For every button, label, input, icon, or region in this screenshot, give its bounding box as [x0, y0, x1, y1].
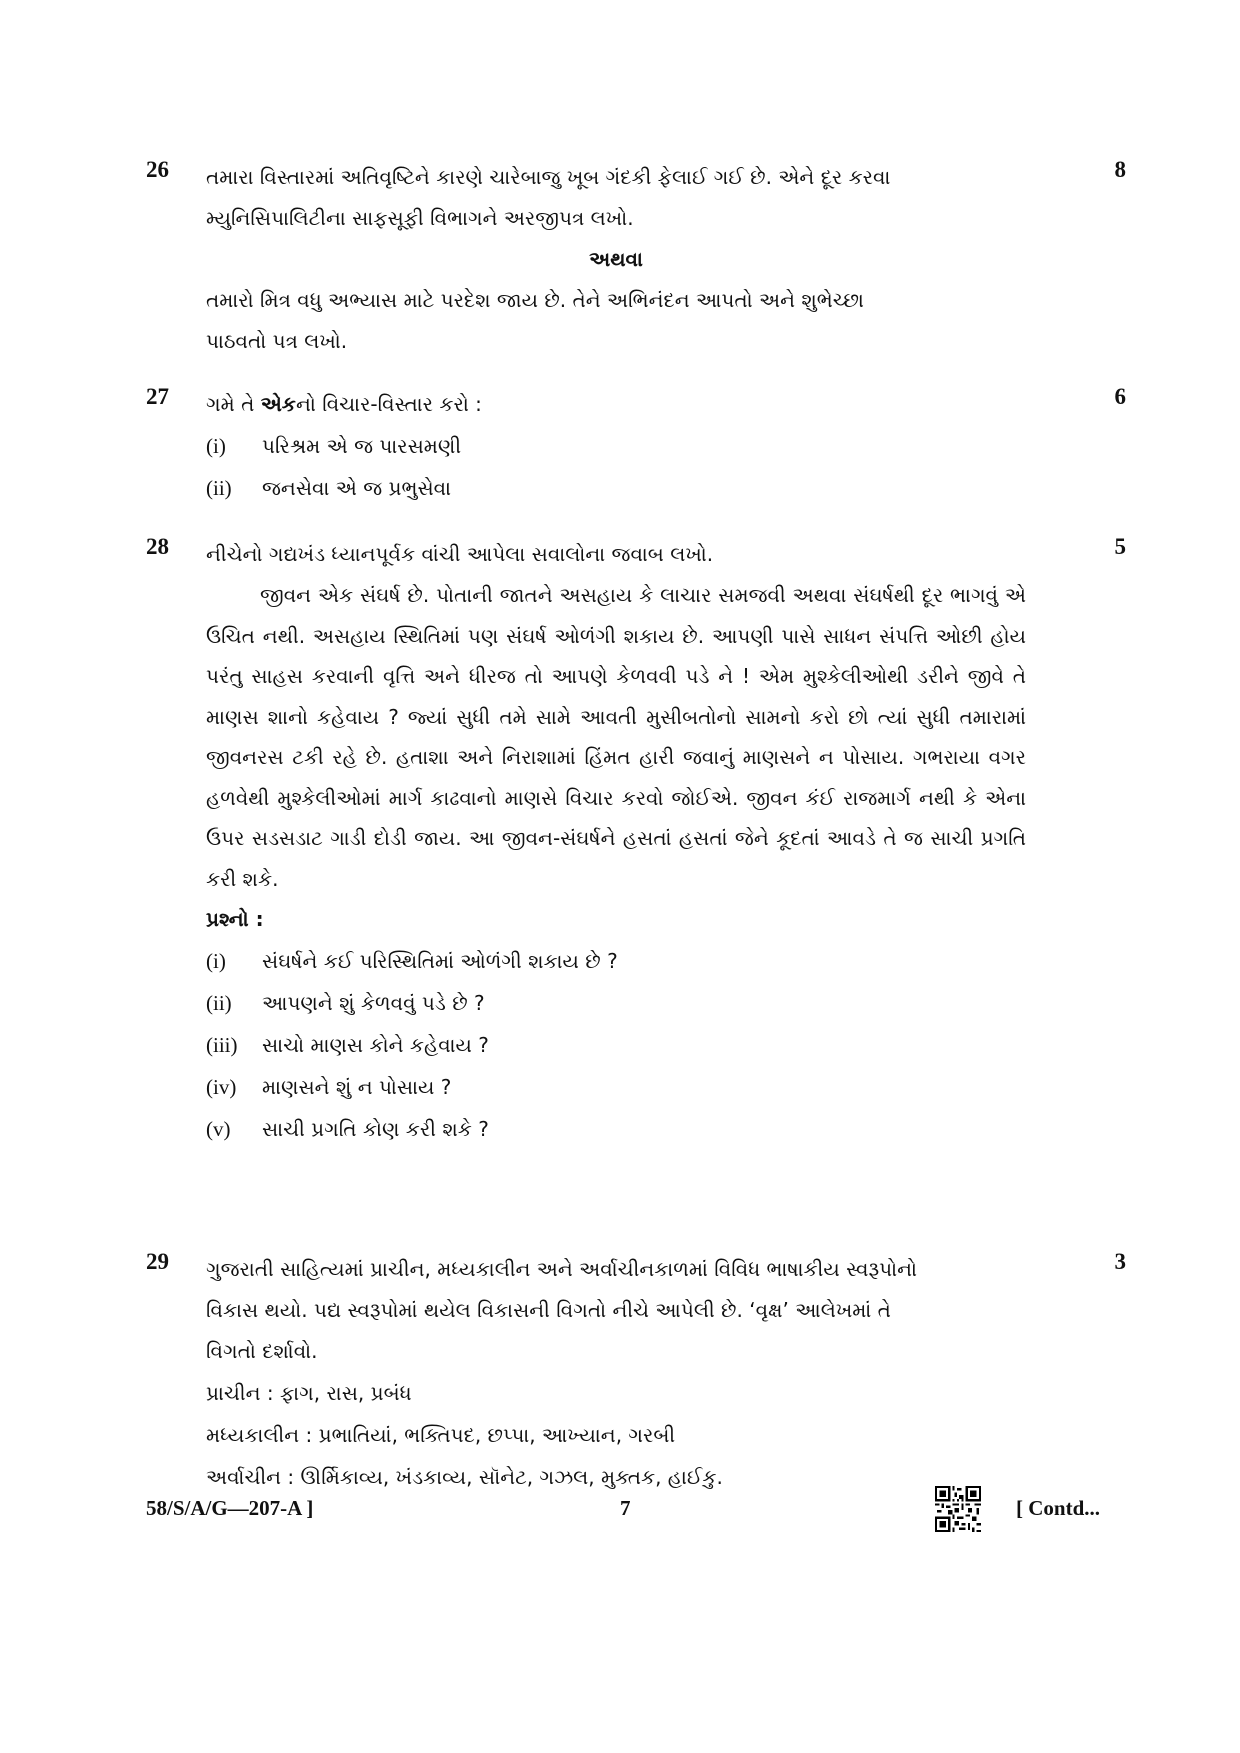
page-number: 7 — [620, 1496, 631, 1520]
alternative-text-line: પાઠવતો પત્ર લખો. — [206, 329, 348, 353]
option-text: પરિશ્રમ એ જ પારસમણી — [262, 434, 462, 458]
question-marks: 8 — [1114, 157, 1126, 182]
qr-code-icon — [935, 1486, 981, 1532]
question-text-emphasis: એક — [260, 392, 296, 416]
sub-question-label: (i) — [206, 949, 226, 973]
question-29 — [146, 1249, 1126, 1498]
sub-question-text: સંઘર્ષને કઈ પરિસ્થિતિમાં ઓળંગી શકાય છે ? — [262, 949, 618, 973]
period-item: મધ્યકાલીન : પ્રભાતિયાં, ભક્તિપદ, છપ્પા, આખ્યાન, ગરબી — [206, 1423, 676, 1447]
question-28 — [146, 534, 1126, 1150]
option-item — [206, 425, 1026, 467]
option-text: જનસેવા એ જ પ્રભુસેવા — [262, 476, 452, 500]
question-marks: 6 — [1114, 384, 1126, 409]
question-marks: 3 — [1114, 1249, 1126, 1274]
question-text-line: ગુજરાતી સાહિત્યમાં પ્રાચીન, મધ્યકાલીન અને અર્વાચીનકાળમાં વિવિધ ભાષાકીય સ્વરૂપોનો — [206, 1257, 917, 1281]
sub-question-label: (v) — [206, 1117, 231, 1141]
sub-question — [206, 1024, 1026, 1066]
comprehension-passage: જીવન એક સંઘર્ષ છે. પોતાની જાતને અસહાય કે લાચાર સમજવી અથવા સંઘર્ષથી દૂર ભાગવું એ ઉચિત નથી. અસહાય સ્થિતિમાં પણ સંઘર્ષ ઓળંગી શકાય છે. આપણી પાસે સાધન સંપત્તિ ઓછી હોય પરંતુ સાહસ કરવાની વૃત્તિ અને ધીરજ તો આપણે કેળવવી પડે ને ! એમ મુશ્કેલીઓથી ડરીને જીવે તે માણસ શાનો કહેવાય ? જ્યાં સુધી તમે સામે આવતી મુસીબતોનો સામનો કરો છો ત્યાં સુધી તમારામાં જીવનરસ ટકી રહે છે. હતાશા અને નિરાશામાં હિંમત હારી જવાનું માણસને ન પોસાય. ગભરાયા વગર હળવેથી મુશ્કેલીઓમાં માર્ગ કાઢવાનો માણસે વિચાર કરવો જોઈએ. જીવન કંઈ રાજમાર્ગ નથી કે એના ઉપર સડસડાટ ગાડી દોડી જાય. આ જીવન-સંઘર્ષને હસતાં હસતાં જેને કૂદતાં આવડે તે જ સાચી પ્રગતિ કરી શકે. — [206, 583, 1026, 891]
continued-label: [ Contd... — [1016, 1496, 1101, 1520]
question-number: 26 — [146, 157, 169, 182]
period-item: અર્વાચીન : ઊર્મિકાવ્ય, ખંડકાવ્ય, સૉનેટ, ગઝલ, મુક્તક, હાઈકુ. — [206, 1465, 723, 1489]
sub-question-text: સાચી પ્રગતિ કોણ કરી શકે ? — [262, 1117, 489, 1141]
period-item: પ્રાચીન : ફાગ, રાસ, પ્રબંધ — [206, 1381, 412, 1405]
question-text-line: મ્યુનિસિપાલિટીના સાફસૂફી વિભાગને અરજીપત્ર લખો. — [206, 206, 634, 230]
questions-label: પ્રશ્નો : — [206, 907, 264, 931]
question-marks: 5 — [1114, 534, 1126, 559]
question-text-line: તમારા વિસ્તારમાં અતિવૃષ્ટિને કારણે ચારેબાજુ ખૂબ ગંદકી ફેલાઈ ગઈ છે. એને દૂર કરવા — [206, 165, 891, 189]
question-number: 27 — [146, 384, 169, 409]
question-number: 29 — [146, 1249, 169, 1274]
option-label: (ii) — [206, 476, 232, 500]
sub-question-text: આપણને શું કેળવવું પડે છે ? — [262, 991, 485, 1015]
question-number: 28 — [146, 534, 169, 559]
sub-question-text: માણસને શું ન પોસાય ? — [262, 1075, 452, 1099]
question-instruction: નીચેનો ગદ્યખંડ ધ્યાનપૂર્વક વાંચી આપેલા સવાલોના જવાબ લખો. — [206, 542, 714, 566]
option-item — [206, 467, 1026, 509]
sub-question-label: (iv) — [206, 1075, 237, 1099]
question-26 — [146, 157, 1126, 362]
question-text-line — [206, 384, 1026, 425]
sub-question-label: (iii) — [206, 1033, 238, 1057]
question-text-line: વિગતો દર્શાવો. — [206, 1339, 318, 1363]
option-label: (i) — [206, 434, 226, 458]
question-text-prefix: ગમે તે — [206, 392, 261, 416]
sub-question — [206, 940, 1026, 982]
sub-question — [206, 1108, 1026, 1150]
question-text-suffix: નો વિચાર-વિસ્તાર કરો : — [295, 392, 482, 416]
sub-question — [206, 982, 1026, 1024]
paper-code: 58/S/A/G—207-A ] — [146, 1496, 314, 1520]
sub-question-label: (ii) — [206, 991, 232, 1015]
sub-question — [206, 1066, 1026, 1108]
sub-question-text: સાચો માણસ કોને કહેવાય ? — [262, 1033, 489, 1057]
alternative-text-line: તમારો મિત્ર વધુ અભ્યાસ માટે પરદેશ જાય છે. તેને અભિનંદન આપતો અને શુભેચ્છા — [206, 288, 864, 312]
question-text-line: વિકાસ થયો. પદ્ય સ્વરૂપોમાં થયેલ વિકાસની વિગતો નીચે આપેલી છે. ‘વૃક્ષ’ આલેખમાં તે — [206, 1298, 891, 1322]
question-27 — [146, 384, 1126, 509]
or-label: અથવા — [589, 247, 643, 271]
